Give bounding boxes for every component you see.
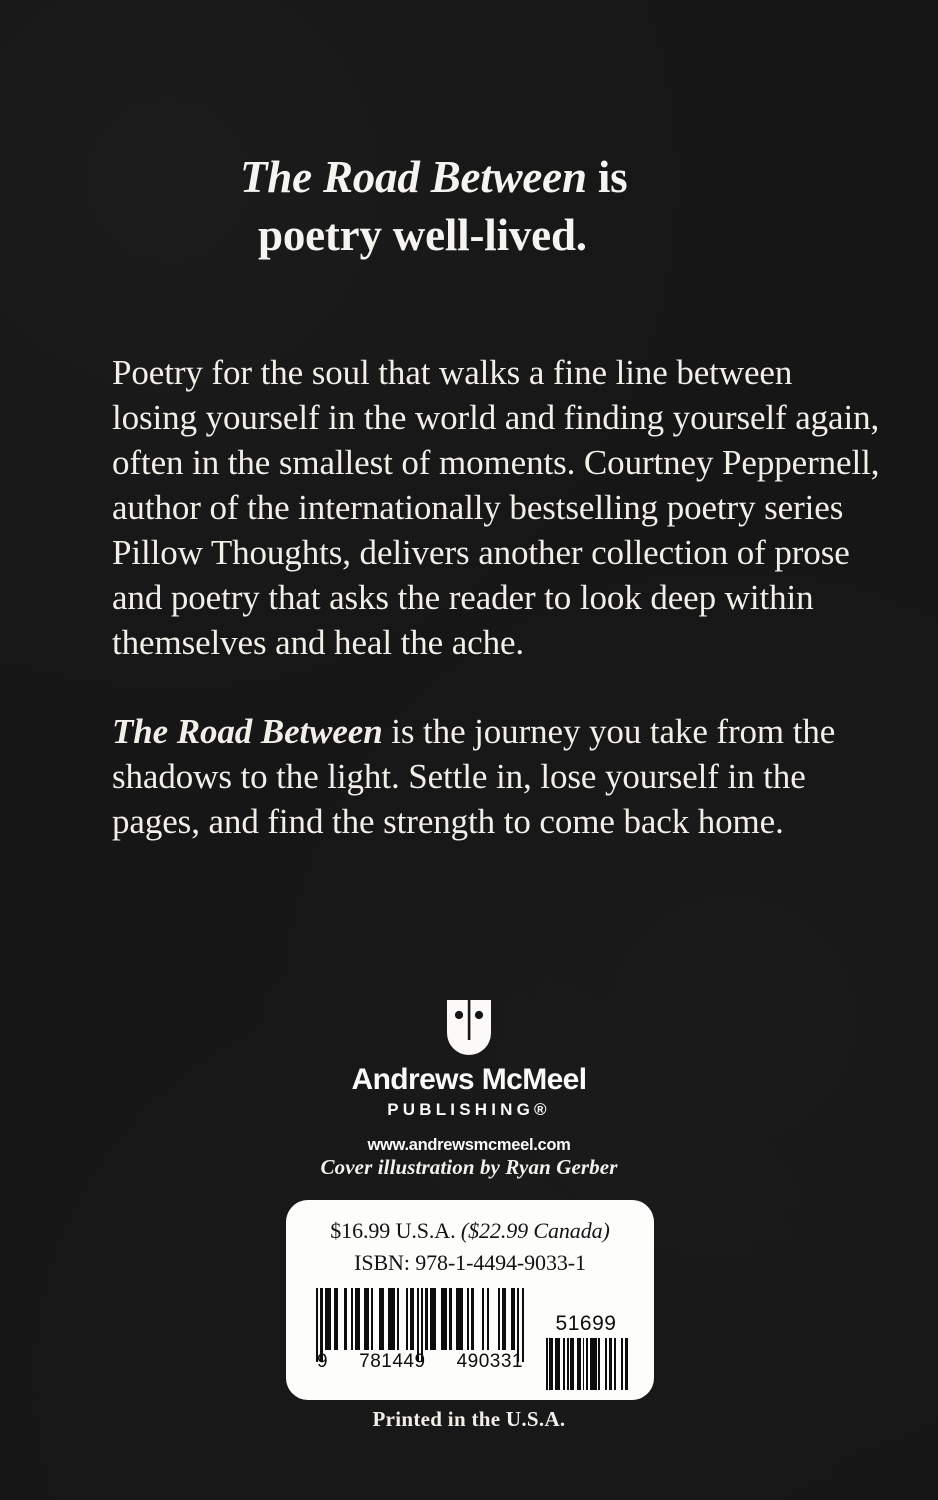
page-title (240, 148, 880, 264)
ean13-bars (316, 1288, 524, 1350)
cover-illustration-credit: Cover illustration by Ryan Gerber (320, 1155, 618, 1179)
headline-title-italic: The Road Between (240, 152, 587, 202)
price-line (286, 1216, 654, 1246)
ean13-digits (316, 1351, 524, 1373)
blurb-paragraph-2-rest: is the journey you take from the shadows to the light. Settle in, lose yourself in the pages, and find the strength to come back home. (112, 712, 836, 841)
barcode-label (286, 1200, 654, 1400)
printed-in-usa: Printed in the U.S.A. (372, 1407, 566, 1431)
publisher-url[interactable]: www.andrewsmcmeel.com (367, 1136, 571, 1154)
barcode-group (286, 1288, 654, 1392)
blurb-paragraph-2 (112, 709, 884, 844)
ean13-digit-prefix: 9 (317, 1351, 329, 1372)
ean13-digits-right: 490331 (456, 1351, 523, 1372)
blurb-block (112, 350, 884, 888)
headline-line1-rest: is (586, 152, 628, 202)
ean5-addon-bars (544, 1338, 628, 1390)
publisher-block (0, 1000, 938, 1155)
isbn-line: ISBN: 978-1-4494-9033-1 (354, 1250, 586, 1275)
price-usa: $16.99 U.S.A. (330, 1218, 461, 1243)
price-canada: ($22.99 Canada) (460, 1218, 610, 1243)
ean5-addon-value: 51699 (555, 1312, 617, 1335)
andrews-mcmeel-shield-face-icon (447, 1000, 491, 1056)
ean5-addon-barcode (544, 1312, 628, 1392)
ean13-barcode (316, 1288, 524, 1392)
publisher-imprint: PUBLISHING® (387, 1100, 551, 1119)
headline-line2: poetry well-lived. (258, 210, 587, 260)
blurb-paragraph-1: Poetry for the soul that walks a fine line between losing yourself in the world and finding yourself again, often in the smallest of moments. Courtney Peppernell, author of the internationally bestselling poetry series Pillow Thoughts, delivers another collection of prose and poetry that asks the reader to look deep within themselves and heal the ache. (112, 353, 880, 662)
ean13-digits-left: 781449 (359, 1351, 426, 1372)
publisher-name: Andrews McMeel (351, 1063, 587, 1096)
blurb-title-italic: The Road Between (112, 712, 383, 751)
